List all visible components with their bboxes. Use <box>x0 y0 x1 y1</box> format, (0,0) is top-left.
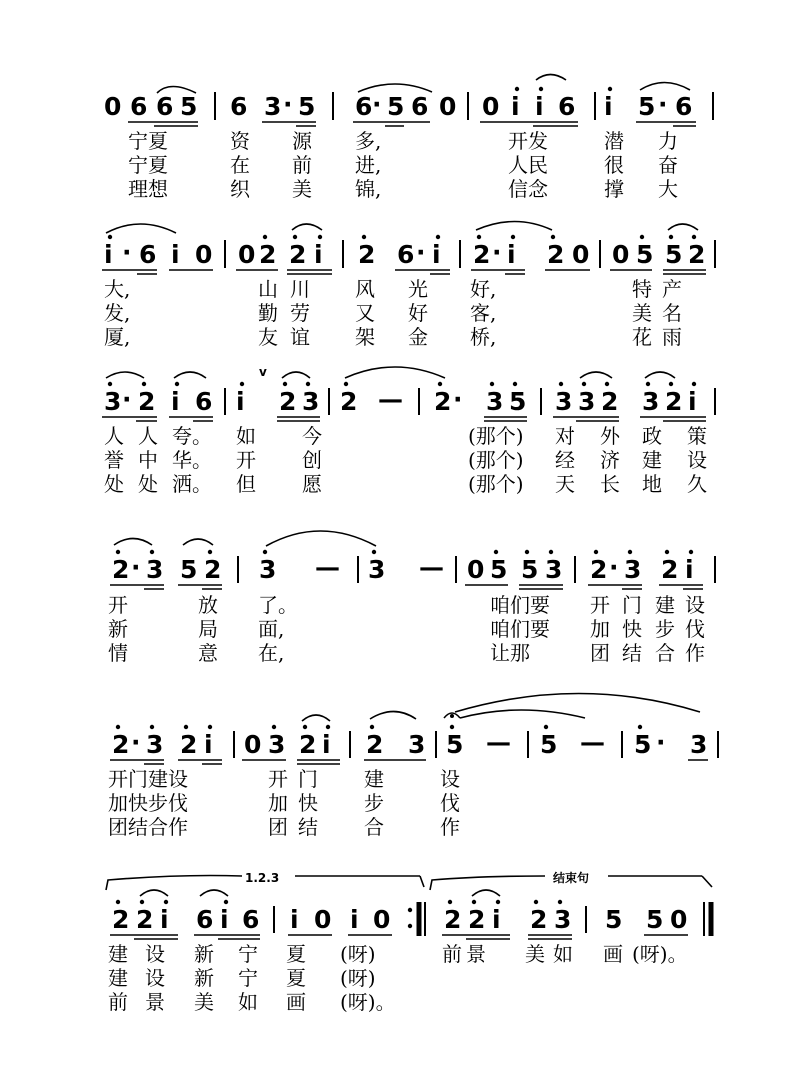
note: i <box>507 240 516 269</box>
note: 0 <box>482 92 500 121</box>
lyric: 如 <box>236 424 256 448</box>
lyric: 宁夏 <box>128 153 168 177</box>
lyric: 步 <box>655 617 675 641</box>
lyric: 美 <box>632 301 652 325</box>
note: 2 <box>289 240 307 269</box>
lyric: 又 <box>355 301 375 325</box>
note: 2 <box>112 730 130 759</box>
lyric: 今 <box>302 424 322 448</box>
note: 3 <box>555 387 573 416</box>
lyric: 建 <box>108 966 128 990</box>
lyric: 外 <box>600 424 620 448</box>
lyric: 让那 <box>490 641 530 665</box>
note: 0 <box>195 240 213 269</box>
dash: — <box>486 728 511 757</box>
note: 0 <box>373 905 391 934</box>
lyric: 夏 <box>286 966 306 990</box>
lyric: 面, <box>258 617 285 641</box>
note: 3 <box>578 387 596 416</box>
lyric: 花 <box>632 325 652 349</box>
lyric: 处 <box>138 472 158 496</box>
note: 6 <box>675 92 693 121</box>
note: 5 <box>387 92 405 121</box>
lyric: 织 <box>230 177 250 201</box>
lyric: 咱们要 <box>490 593 550 617</box>
note: 2 <box>180 730 198 759</box>
lyric: 开 <box>590 593 610 617</box>
note: 5 <box>636 240 654 269</box>
note: 2 <box>112 555 130 584</box>
lyric: 华。 <box>172 448 212 472</box>
note: 6 <box>230 92 248 121</box>
lyric: 洒。 <box>172 472 212 496</box>
lyric: 特 <box>632 277 652 301</box>
note: 5 <box>490 555 508 584</box>
note: i <box>604 92 613 121</box>
lyric: 地 <box>642 472 662 496</box>
lyric: 厦, <box>104 325 131 349</box>
note: 6 <box>355 92 373 121</box>
note: 5 <box>540 730 558 759</box>
lyric: 处 <box>104 472 124 496</box>
lyric: 开发 <box>508 129 548 153</box>
lyric: 前 <box>442 942 462 966</box>
note: 2 <box>112 905 130 934</box>
note: i <box>350 905 359 934</box>
lyric: 进, <box>355 153 382 177</box>
note: i <box>204 730 213 759</box>
lyric: 夏 <box>286 942 306 966</box>
lyric: 作 <box>685 641 705 665</box>
lyric: (呀) <box>340 966 376 990</box>
lyric: 开 <box>108 593 128 617</box>
score-row-6 <box>106 870 712 1014</box>
note: 3 <box>146 555 164 584</box>
note: 5 <box>298 92 316 121</box>
lyric: 长 <box>600 472 620 496</box>
note: i <box>171 387 180 416</box>
lyric: 景 <box>145 990 165 1014</box>
lyric: 人民 <box>508 153 548 177</box>
note: 6 <box>558 92 576 121</box>
note: 2 <box>279 387 297 416</box>
lyric: 经 <box>555 448 575 472</box>
lyric: 新 <box>194 942 214 966</box>
lyric: (那个) <box>468 448 524 472</box>
note: 5 <box>521 555 539 584</box>
lyric: 奋 <box>658 153 678 177</box>
lyric: 宁 <box>238 942 258 966</box>
note: 2 <box>688 240 706 269</box>
note: 3 <box>264 92 282 121</box>
lyric: 人 <box>138 424 158 448</box>
lyric: 撑 <box>604 177 624 201</box>
note: 5 <box>605 905 623 934</box>
score-row-1 <box>104 75 713 202</box>
lyric: 设 <box>687 448 707 472</box>
note: 3 <box>554 905 572 934</box>
note: 2 <box>468 905 486 934</box>
lyric: 快 <box>298 791 318 815</box>
lyric: 美 <box>292 177 312 201</box>
score-row-2 <box>102 222 715 350</box>
lyric: 放 <box>198 593 218 617</box>
lyric: 加 <box>268 791 288 815</box>
lyric: 大 <box>658 177 678 201</box>
lyric: 开 <box>236 448 256 472</box>
note: 5 <box>634 730 652 759</box>
lyric: 门 <box>298 767 318 791</box>
note: 6 <box>130 92 148 121</box>
lyric: 天 <box>555 472 575 496</box>
dot: · <box>658 90 668 119</box>
dot: · <box>656 728 666 757</box>
dot: · <box>609 553 619 582</box>
note: 5 <box>665 240 683 269</box>
note: 0 <box>612 240 630 269</box>
note: 0 <box>439 92 457 121</box>
lyric: 人 <box>104 424 124 448</box>
lyric: 加快步伐 <box>108 791 188 815</box>
score-row-4 <box>108 531 715 665</box>
lyric: 但 <box>236 472 256 496</box>
lyric: 结 <box>622 641 642 665</box>
note: 2 <box>590 555 608 584</box>
note: i <box>171 240 180 269</box>
lyric: 谊 <box>290 325 310 349</box>
lyric: 画 <box>603 942 623 966</box>
note: i <box>220 905 229 934</box>
lyric: 建 <box>108 942 128 966</box>
lyric: 好, <box>470 277 497 301</box>
note: 5 <box>180 92 198 121</box>
dot: · <box>416 238 426 267</box>
lyric: 很 <box>604 153 624 177</box>
note: 5 <box>446 730 464 759</box>
lyric: 美 <box>525 942 545 966</box>
note: 0 <box>467 555 485 584</box>
note: 2 <box>136 905 154 934</box>
lyric: 劳 <box>290 301 310 325</box>
lyric: 金 <box>408 325 428 349</box>
note: 5 <box>180 555 198 584</box>
note: 3 <box>690 730 708 759</box>
lyric: 客, <box>470 301 497 325</box>
note: 3 <box>486 387 504 416</box>
lyric: 光 <box>408 277 428 301</box>
dash: — <box>419 553 444 582</box>
note: 2 <box>434 387 452 416</box>
lyric: 步 <box>364 791 384 815</box>
note: 2 <box>340 387 358 416</box>
note: 3 <box>104 387 122 416</box>
note: 3 <box>624 555 642 584</box>
lyric: 好 <box>408 301 428 325</box>
score-row-5 <box>108 694 718 840</box>
lyric: 如 <box>553 942 573 966</box>
lyric: 了。 <box>258 593 298 617</box>
lyric: 在 <box>230 153 250 177</box>
note: 2 <box>661 555 679 584</box>
note: i <box>535 92 544 121</box>
lyric: 开 <box>268 767 288 791</box>
lyric: 发, <box>104 301 131 325</box>
note: i <box>492 905 501 934</box>
lyric: 锦, <box>355 177 382 201</box>
lyric: 建 <box>642 448 662 472</box>
dot: · <box>122 238 132 267</box>
note: 3 <box>368 555 386 584</box>
lyric: 团 <box>590 641 610 665</box>
lyric: 咱们要 <box>490 617 550 641</box>
lyric: 设 <box>685 593 705 617</box>
note: 3 <box>408 730 426 759</box>
note: 3 <box>642 387 660 416</box>
note: 5 <box>638 92 656 121</box>
lyric: (呀)。 <box>632 942 688 966</box>
lyric: 新 <box>108 617 128 641</box>
repeat-dot <box>408 924 412 928</box>
lyric: 景 <box>466 942 486 966</box>
lyric: 愿 <box>302 472 322 496</box>
lyric: 设 <box>145 942 165 966</box>
lyric: 多, <box>355 129 382 153</box>
note: 0 <box>314 905 332 934</box>
lyric: 新 <box>194 966 214 990</box>
lyric: 美 <box>194 990 214 1014</box>
dot: · <box>131 553 141 582</box>
note: 2 <box>473 240 491 269</box>
lyric: 对 <box>555 424 575 448</box>
lyric: 策 <box>687 424 707 448</box>
lyric: 宁 <box>238 966 258 990</box>
lyric: 结 <box>298 815 318 839</box>
lyric: 建 <box>364 767 384 791</box>
note: 2 <box>444 905 462 934</box>
lyric: 川 <box>290 277 310 301</box>
dot: · <box>372 90 382 119</box>
lyric: (呀)。 <box>340 990 396 1014</box>
lyric: 大, <box>104 277 131 301</box>
note: 0 <box>244 730 262 759</box>
note: 0 <box>670 905 688 934</box>
note: 6 <box>156 92 174 121</box>
note: 3 <box>302 387 320 416</box>
note: i <box>685 555 694 584</box>
note: 0 <box>572 240 590 269</box>
note: i <box>236 387 245 416</box>
note: 2 <box>601 387 619 416</box>
lyric: 画 <box>286 990 306 1014</box>
lyric: 中 <box>138 448 158 472</box>
lyric: 潜 <box>604 129 624 153</box>
lyric: 资 <box>230 129 250 153</box>
note: 5 <box>646 905 664 934</box>
lyric: 局 <box>198 617 218 641</box>
lyric: 雨 <box>662 325 682 349</box>
dot: · <box>283 90 293 119</box>
lyric: 如 <box>238 990 258 1014</box>
repeat-dot <box>408 908 412 912</box>
lyric: 设 <box>440 767 460 791</box>
volta-first-label: 1.2.3 <box>245 871 280 885</box>
note: i <box>290 905 299 934</box>
lyric: 山 <box>258 277 278 301</box>
note: i <box>104 240 113 269</box>
note: 0 <box>104 92 122 121</box>
lyric: 团 <box>268 815 288 839</box>
breath-mark: v <box>259 365 267 379</box>
lyric: 风 <box>355 277 375 301</box>
lyric: (呀) <box>340 942 376 966</box>
note: 2 <box>204 555 222 584</box>
lyric: 架 <box>355 325 375 349</box>
lyric: 创 <box>302 448 322 472</box>
lyric: 快 <box>622 617 642 641</box>
note: i <box>432 240 441 269</box>
note: i <box>314 240 323 269</box>
note: 2 <box>366 730 384 759</box>
note: 2 <box>299 730 317 759</box>
lyric: 在, <box>258 641 285 665</box>
note: 2 <box>665 387 683 416</box>
note: 6 <box>397 240 415 269</box>
lyric: 宁夏 <box>128 129 168 153</box>
note: i <box>688 387 697 416</box>
lyric: 前 <box>292 153 312 177</box>
lyric: 力 <box>658 129 678 153</box>
lyric: 团结合作 <box>108 815 188 839</box>
note: 2 <box>547 240 565 269</box>
dot: · <box>122 385 132 414</box>
lyric: 作 <box>440 815 460 839</box>
lyric: 开门建设 <box>108 767 188 791</box>
score-row-3 <box>102 365 715 496</box>
note: 0 <box>238 240 256 269</box>
lyric: 意 <box>198 641 218 665</box>
lyric: 友 <box>258 325 278 349</box>
note: 2 <box>358 240 376 269</box>
note: 6 <box>195 387 213 416</box>
dash: — <box>378 385 403 414</box>
lyric: 桥, <box>470 325 497 349</box>
note: 6 <box>411 92 429 121</box>
lyric: 伐 <box>440 791 460 815</box>
note: i <box>511 92 520 121</box>
lyric: 建 <box>655 593 675 617</box>
lyric: 誉 <box>104 448 124 472</box>
note: 6 <box>196 905 214 934</box>
lyric: 加 <box>590 617 610 641</box>
lyric: 勤 <box>258 301 278 325</box>
volta-ending-label: 结束句 <box>553 871 590 885</box>
note: i <box>160 905 169 934</box>
note: 2 <box>259 240 277 269</box>
lyric: 理想 <box>128 177 168 201</box>
note: 3 <box>259 555 277 584</box>
lyric: 伐 <box>685 617 705 641</box>
note: 2 <box>530 905 548 934</box>
note: 3 <box>268 730 286 759</box>
lyric: 产 <box>662 277 682 301</box>
dash: — <box>580 728 605 757</box>
lyric: 源 <box>292 129 312 153</box>
lyric: 门 <box>622 593 642 617</box>
lyric: 政 <box>642 424 662 448</box>
dot: · <box>131 728 141 757</box>
lyric: 济 <box>600 448 620 472</box>
lyric: 信念 <box>508 177 548 201</box>
note: 6 <box>242 905 260 934</box>
note: i <box>322 730 331 759</box>
note: 6 <box>139 240 157 269</box>
lyric: (那个) <box>468 424 524 448</box>
note: 5 <box>509 387 527 416</box>
lyric: 久 <box>687 472 707 496</box>
lyric: 情 <box>108 641 128 665</box>
lyric: 前 <box>108 990 128 1014</box>
dot: · <box>453 385 463 414</box>
note: 3 <box>545 555 563 584</box>
lyric: 名 <box>662 301 682 325</box>
dash: — <box>315 553 340 582</box>
lyric: 夸。 <box>172 424 212 448</box>
dot: · <box>492 238 502 267</box>
note: 2 <box>138 387 156 416</box>
note: 3 <box>146 730 164 759</box>
lyric: 设 <box>145 966 165 990</box>
lyric: 合 <box>655 641 675 665</box>
lyric: (那个) <box>468 472 524 496</box>
lyric: 合 <box>364 815 384 839</box>
